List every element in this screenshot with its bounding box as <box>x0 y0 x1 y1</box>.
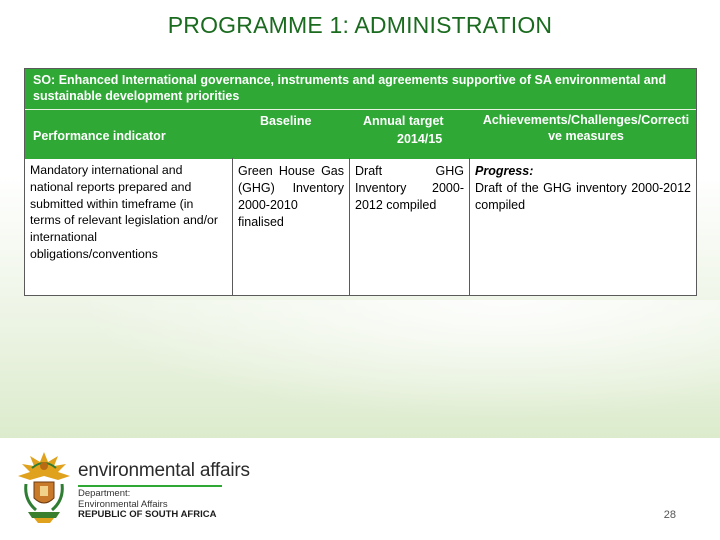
cell-indicator: Mandatory international and national reports prepared and submitted within timeframe (in terms of relevant legislation and/or international obligations/conventions <box>30 163 218 261</box>
coat-of-arms-icon <box>14 448 74 526</box>
header-target-line2: 2014/15 <box>397 132 443 146</box>
brand-name: environmental affairs <box>78 460 250 481</box>
brand-underline <box>78 485 222 487</box>
header-indicator <box>25 110 232 159</box>
page-number: 28 <box>663 509 676 521</box>
header-annual-target <box>349 110 469 159</box>
header-achievements <box>469 110 696 159</box>
header-achievements-label: Achievements/Challenges/Corrective measures <box>482 113 690 143</box>
performance-table <box>24 68 697 296</box>
progress-label: Progress: <box>475 164 534 178</box>
cell-target: Draft GHG Inventory 2000-2012 compiled <box>349 158 469 295</box>
progress-text: Draft of the GHG inventory 2000-2012 compiled <box>475 181 691 212</box>
header-baseline-label: Baseline <box>260 114 312 128</box>
header-baseline <box>232 110 349 159</box>
header-target-line1: Annual target <box>363 114 444 128</box>
dept-line-1: Department: <box>78 488 131 499</box>
dept-line-3: REPUBLIC OF SOUTH AFRICA <box>78 509 217 520</box>
cell-achievement <box>469 158 696 295</box>
table-header-row <box>25 109 696 159</box>
dept-line-2: Environmental Affairs <box>78 498 168 510</box>
background-sweep <box>0 300 720 440</box>
cell-baseline: Green House Gas (GHG) Inventory 2000-2010 finalised <box>232 158 349 295</box>
department-block <box>78 489 216 521</box>
strategic-objective-row: SO: Enhanced International governance, instruments and agreements supportive of SA environmental and sustainable development priorities <box>25 69 696 109</box>
slide-title: PROGRAMME 1: ADMINISTRATION <box>167 12 553 38</box>
table-row <box>25 158 696 295</box>
header-indicator-label: Performance indicator <box>33 129 166 143</box>
